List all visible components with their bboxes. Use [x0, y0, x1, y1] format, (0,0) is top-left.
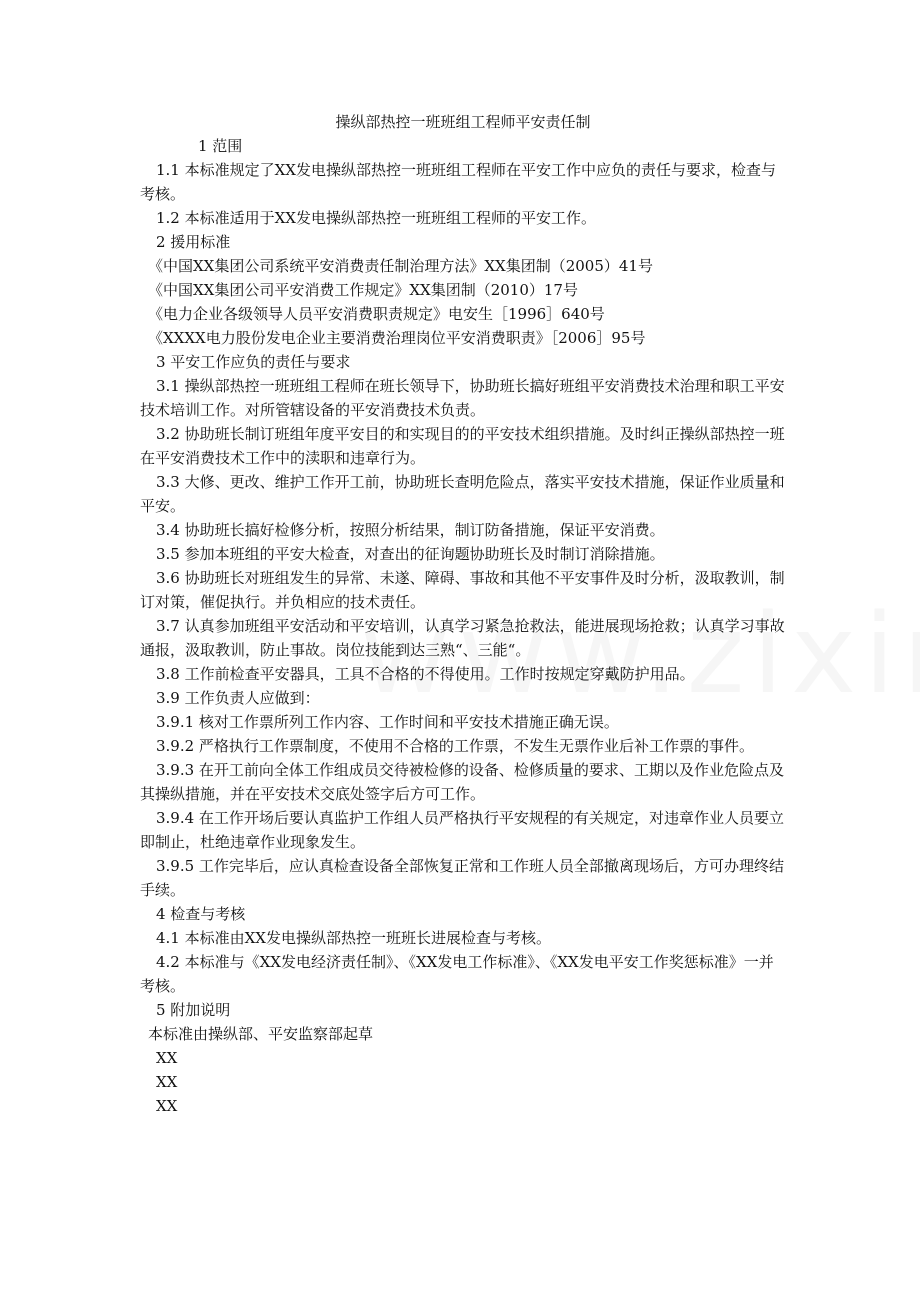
document-paragraph: 3.8 工作前检查平安器具，工具不合格的不得使用。工作时按规定穿戴防护用品。 [156, 665, 695, 683]
document-paragraph: 本标准由操纵部、平安监察部起草 [148, 1025, 374, 1043]
document-paragraph: 《中国XX集团公司平安消费工作规定》XX集团制（2010）17号 [148, 281, 578, 299]
document-paragraph: 3.3 大修、更改、维护工作开工前，协助班长查明危险点，落实平安技术措施，保证作业质量和平安。 [140, 473, 785, 515]
document-paragraph: 1.1 本标准规定了XX发电操纵部热控一班班组工程师在平安工作中应负的责任与要求，检查与考核。 [140, 161, 776, 203]
document-paragraph: 4.2 本标准与《XX发电经济责任制》、《XX发电工作标准》、《XX发电平安工作奖惩标准》一并考核。 [140, 953, 774, 995]
document-paragraph: 1.2 本标准适用于XX发电操纵部热控一班班组工程师的平安工作。 [156, 209, 596, 227]
document-paragraph: 4 检查与考核 [156, 905, 246, 923]
document-paragraph: 3.9 工作负责人应做到： [156, 689, 320, 707]
document-paragraph: 《XXXX电力股份发电企业主要消费治理岗位平安消费职责》［2006］95号 [148, 329, 646, 347]
document-paragraph: 3.2 协助班长制订班组年度平安目的和实现目的的平安技术组织措施。及时纠正操纵部热控一班在平安消费技术工作中的渎职和违章行为。 [140, 425, 785, 467]
document-paragraph: XX [156, 1097, 178, 1115]
document-paragraph: XX [156, 1073, 178, 1091]
document-paragraph: 3.4 协助班长搞好检修分析，按照分析结果，制订防备措施，保证平安消费。 [156, 521, 665, 539]
document-paragraph: 《电力企业各级领导人员平安消费职责规定》电安生［1996］640号 [148, 305, 605, 323]
document-paragraph: 3.9.2 严格执行工作票制度，不使用不合格的工作票，不发生无票作业后补工作票的事件。 [156, 737, 754, 755]
document-page [140, 110, 786, 1118]
document-paragraph: 3.1 操纵部热控一班班组工程师在班长领导下，协助班长搞好班组平安消费技术治理和职工平安技术培训工作。对所管辖设备的平安消费技术负责。 [140, 377, 785, 419]
document-paragraph: 5 附加说明 [156, 1001, 231, 1019]
document-title: 操纵部热控一班班组工程师平安责任制 [335, 113, 591, 131]
document-paragraph: 4.1 本标准由XX发电操纵部热控一班班长进展检查与考核。 [156, 929, 551, 947]
document-paragraph: 3.7 认真参加班组平安活动和平安培训，认真学习紧急抢救法，能进展现场抢救；认真学习事故通报，汲取教训，防止事故。岗位技能到达三熟“、三能“。 [140, 617, 785, 659]
document-paragraph: 3 平安工作应负的责任与要求 [156, 353, 351, 371]
document-body [140, 134, 786, 1118]
document-paragraph: 《中国XX集团公司系统平安消费责任制治理方法》XX集团制（2005）41号 [148, 257, 653, 275]
document-paragraph: XX [156, 1049, 178, 1067]
document-paragraph: 3.9.4 在工作开场后要认真监护工作组人员严格执行平安规程的有关规定，对违章作业人员要立即制止，杜绝违章作业现象发生。 [140, 809, 784, 851]
document-paragraph: 2 援用标准 [156, 233, 231, 251]
document-paragraph: 3.9.1 核对工作票所列工作内容、工作时间和平安技术措施正确无误。 [156, 713, 619, 731]
document-paragraph: 3.5 参加本班组的平安大检查，对查出的征询题协助班长及时制订消除措施。 [156, 545, 665, 563]
document-paragraph: 3.6 协助班长对班组发生的异常、未遂、障碍、事故和其他不平安事件及时分析，汲取教训，制订对策，催促执行。并负相应的技术责任。 [140, 569, 785, 611]
document-paragraph: 1 范围 [198, 137, 243, 155]
document-paragraph: 3.9.3 在开工前向全体工作组成员交待被检修的设备、检修质量的要求、工期以及作业危险点及其操纵措施，并在平安技术交底处签字后方可工作。 [140, 761, 784, 803]
document-paragraph: 3.9.5 工作完毕后，应认真检查设备全部恢复正常和工作班人员全部撤离现场后，方可办理终结手续。 [140, 857, 784, 899]
